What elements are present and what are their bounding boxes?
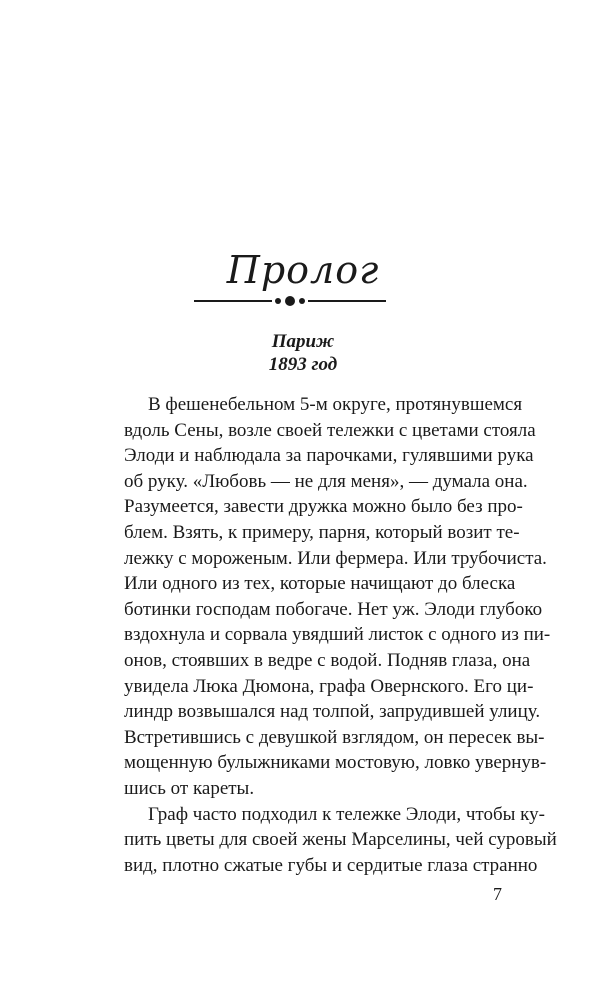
text-line: шись от кареты.	[124, 777, 255, 799]
text-line: об руку. «Любовь — не для меня», — думала она.	[124, 470, 528, 492]
page-number: 7	[493, 884, 502, 904]
place-name: Париж	[271, 331, 335, 352]
text-line: В фешенебельном 5-м округе, протянувшемся	[148, 394, 523, 415]
paragraph	[124, 802, 557, 879]
text-line: увидела Люка Дюмона, графа Овернского. Его ци-	[124, 675, 534, 697]
text-line: Разумеется, завести дружка можно было без про-	[124, 496, 523, 518]
text-line: мощенную булыжниками мостовую, ловко увернув-	[124, 752, 547, 774]
ornament-divider-icon	[194, 293, 386, 309]
body-text	[124, 392, 557, 878]
text-line: лежку с мороженым. Или фермера. Или трубочиста.	[124, 547, 547, 569]
text-line: ботинки господам побогаче. Нет уж. Элоди глубоко	[124, 598, 543, 620]
text-line: пить цветы для своей жены Марселины, чей суровый	[124, 829, 557, 851]
text-line: Граф часто подходил к тележке Элоди, чтобы ку-	[148, 803, 545, 825]
year: 1893 год	[268, 354, 338, 375]
chapter-title: Пролог	[226, 248, 380, 292]
text-line: онов, стоявших в ведре с водой. Подняв глаза, она	[124, 649, 531, 671]
text-line: блем. Взять, к примеру, парня, который возит те-	[124, 521, 520, 543]
text-line: вид, плотно сжатые губы и сердитые глаза странно	[124, 854, 538, 876]
text-line: Встретившись с девушкой взглядом, он пересек вы-	[124, 726, 545, 748]
text-line: линдр возвышался над толпой, запрудившей улицу.	[124, 701, 541, 723]
text-line: Или одного из тех, которые начищают до блеска	[124, 573, 516, 595]
text-line: вздохнула и сорвала увядший листок с одного из пи-	[124, 624, 551, 646]
text-line: Элоди и наблюдала за парочками, гулявшими рука	[124, 445, 534, 467]
paragraph	[124, 392, 551, 802]
text-line: вдоль Сены, возле своей тележки с цветами стояла	[124, 419, 536, 441]
place-date-heading	[0, 330, 606, 376]
